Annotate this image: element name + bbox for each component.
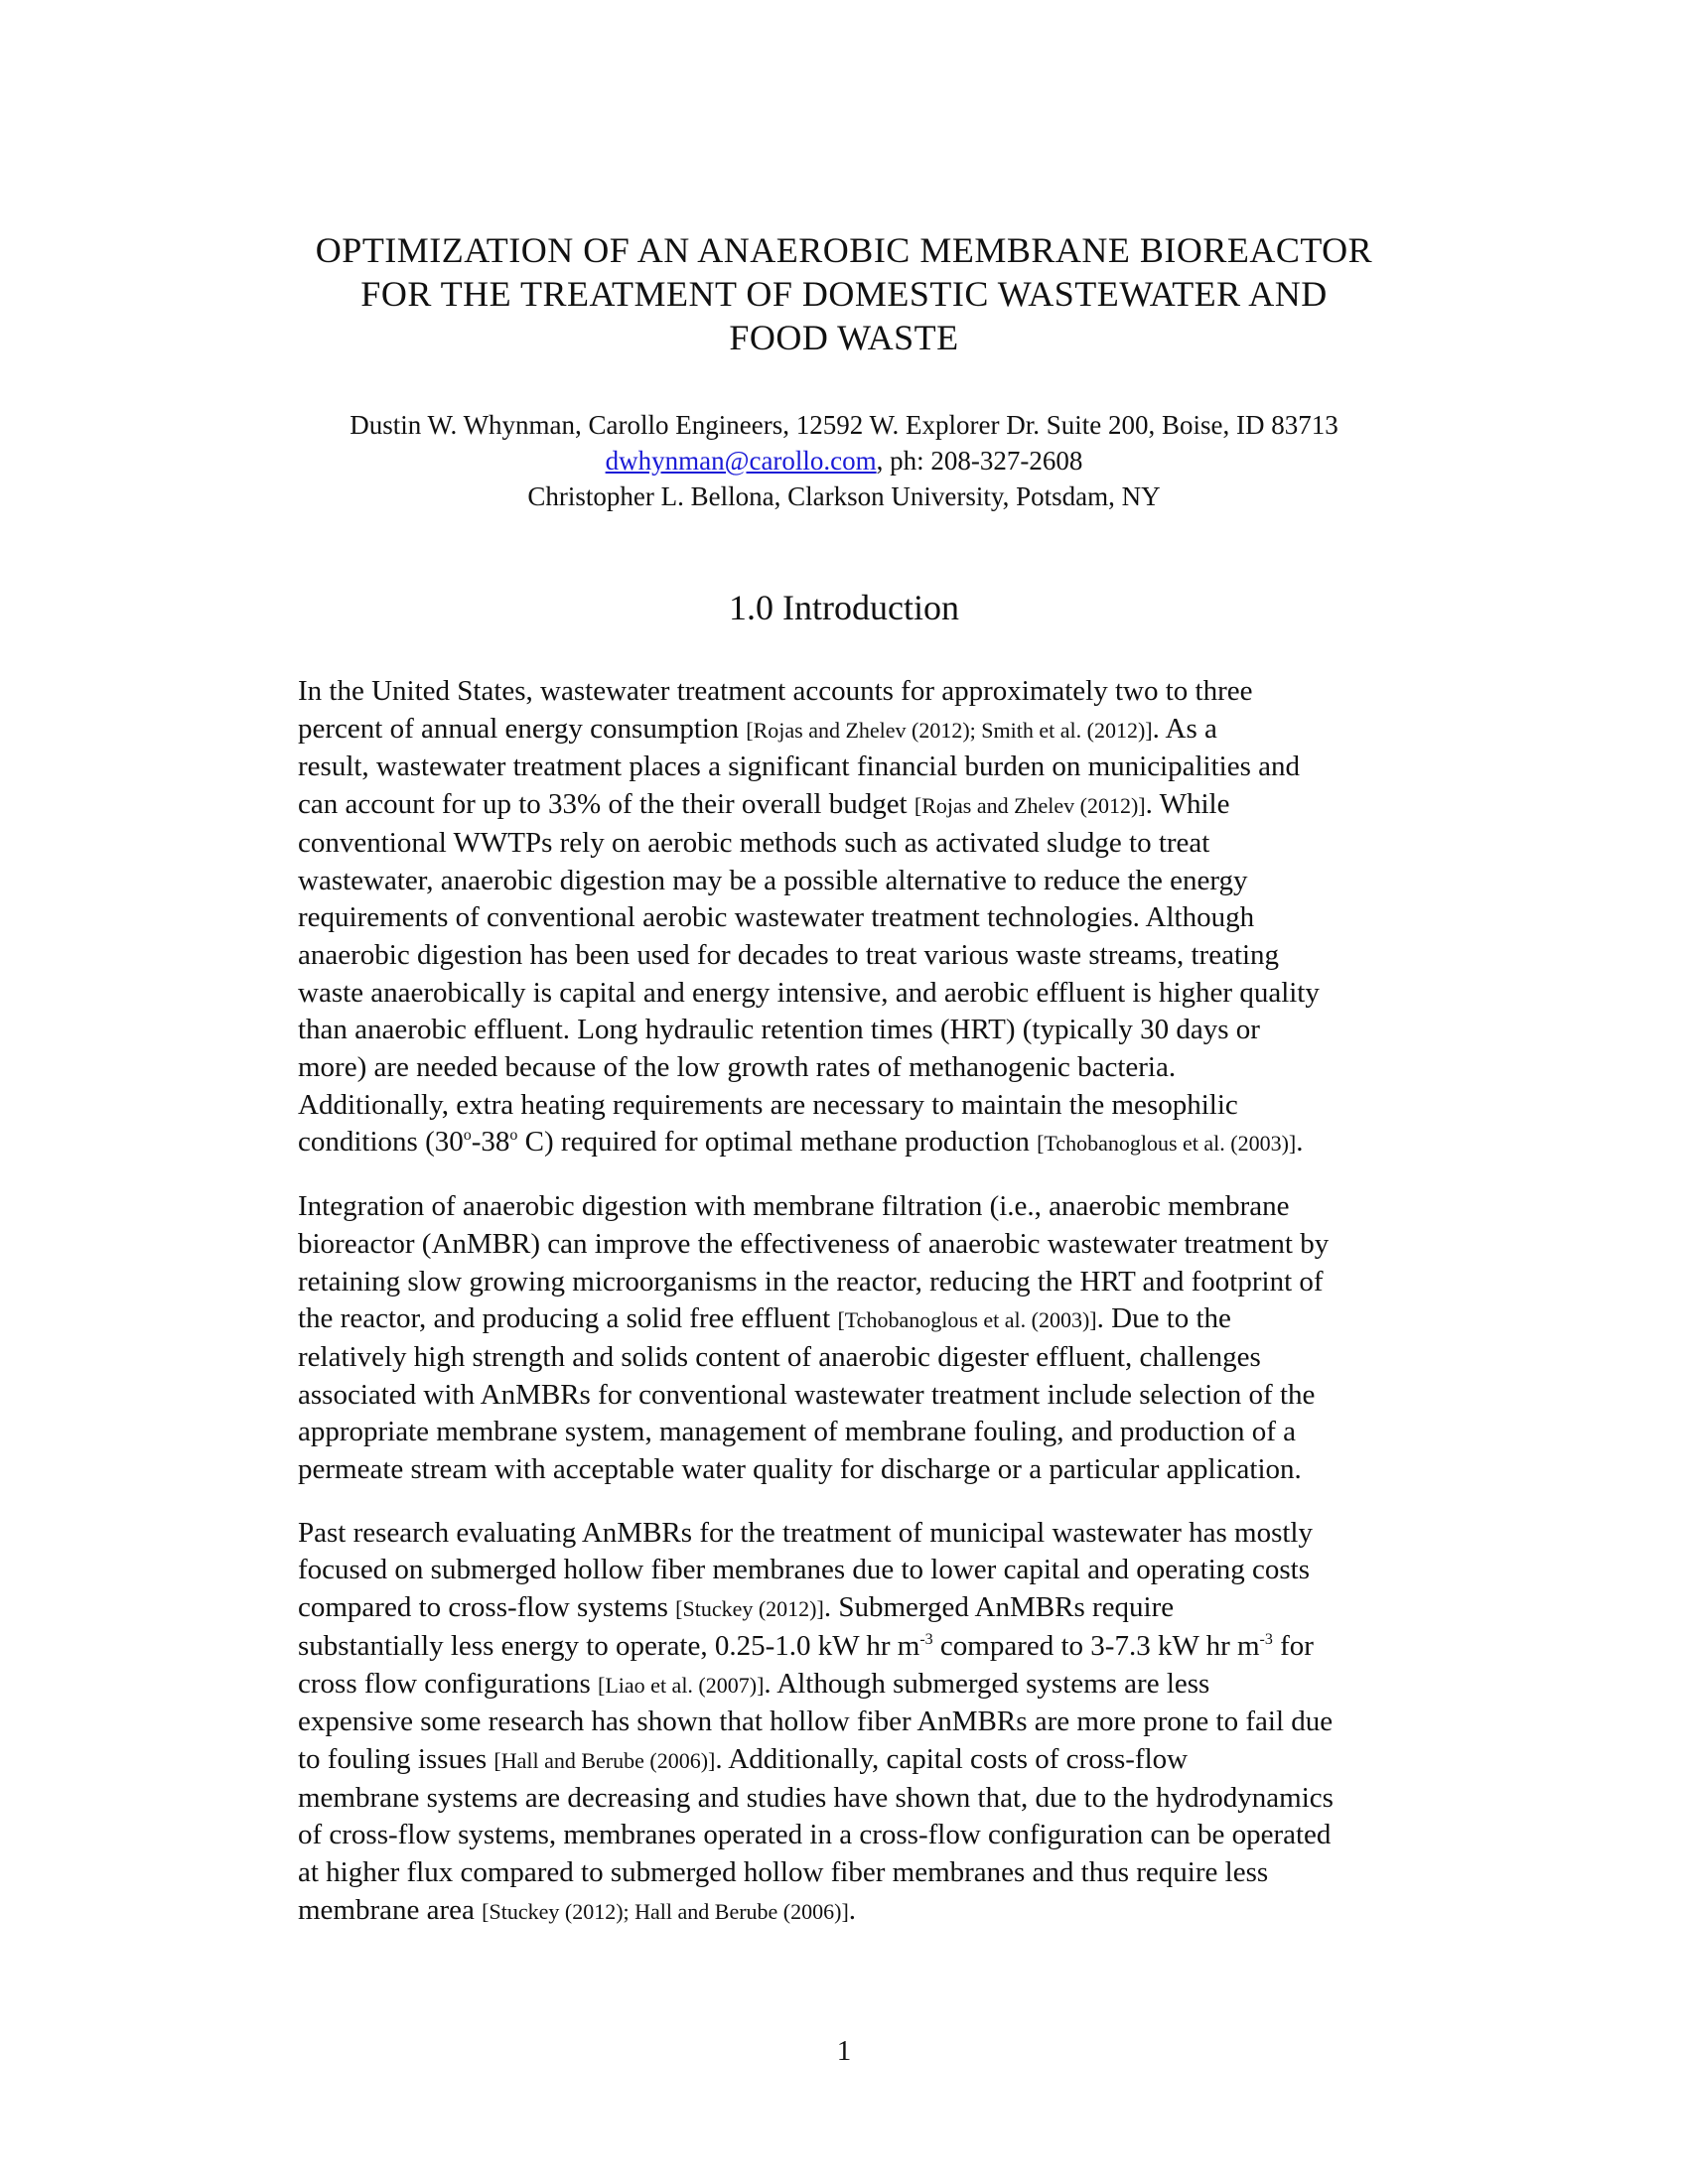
body-text — [298, 673, 1484, 1957]
title-line-3: FOOD WASTE — [729, 318, 959, 357]
superscript: -3 — [919, 1630, 933, 1648]
text-line: bioreactor (AnMBR) can improve the effectiveness of anaerobic wastewater treatment by — [298, 1227, 1330, 1260]
text-line: relatively high strength and solids content of anaerobic digester effluent, challenges — [298, 1340, 1261, 1373]
text-line: Past research evaluating AnMBRs for the treatment of municipal wastewater has mostly — [298, 1516, 1313, 1549]
citation: [Rojas and Zhelev (2012); Smith et al. (2012)] — [746, 717, 1153, 743]
text-line: can account for up to 33% of the their overall budget [Rojas and Zhelev (2012)]. While — [298, 788, 1230, 821]
superscript: -3 — [1259, 1630, 1273, 1648]
text-line: retaining slow growing microorganisms in the reactor, reducing the HRT and footprint of — [298, 1265, 1324, 1297]
text-line: than anaerobic effluent. Long hydraulic retention times (HRT) (typically 30 days or — [298, 1014, 1260, 1046]
text-line: Integration of anaerobic digestion with membrane filtration (i.e., anaerobic membrane — [298, 1190, 1290, 1223]
email-link[interactable]: dwhynman@carollo.com — [605, 446, 877, 476]
text-line: waste anaerobically is capital and energy intensive, and aerobic effluent is higher quality — [298, 976, 1320, 1009]
citation: [Hall and Berube (2006)] — [493, 1747, 716, 1773]
text-line: membrane systems are decreasing and studies have shown that, due to the hydrodynamics — [298, 1781, 1334, 1814]
text-line: conventional WWTPs rely on aerobic methods such as activated sludge to treat — [298, 826, 1210, 859]
author-block — [248, 407, 1440, 514]
text-line: permeate stream with acceptable water quality for discharge or a particular application. — [298, 1453, 1302, 1486]
text-line: In the United States, wastewater treatment accounts for approximately two to three — [298, 675, 1253, 707]
paragraph — [298, 1515, 1484, 1931]
citation: [Tchobanoglous et al. (2003)] — [1037, 1131, 1297, 1157]
text-line: focused on submerged hollow fiber membranes due to lower capital and operating costs — [298, 1554, 1311, 1586]
text-line: associated with AnMBRs for conventional wastewater treatment include selection of the — [298, 1378, 1316, 1411]
text-line: substantially less energy to operate, 0.25-1.0 kW hr $m^{-3}$ compared to 3-7.3 kW hr $m^{-3}$ for — [298, 1629, 1314, 1662]
text-line: to fouling issues [Hall and Berube (2006)]. Additionally, capital costs of cross-flow — [298, 1742, 1189, 1775]
text-line: of cross-flow systems, membranes operated in a cross-flow configuration can be operated — [298, 1819, 1332, 1851]
citation: [Liao et al. (2007)] — [598, 1672, 765, 1698]
author-2-affiliation: Christopher L. Bellona, Clarkson University, Potsdam, NY — [527, 481, 1161, 511]
text-line: at higher flux compared to submerged hollow fiber membranes and thus require less — [298, 1856, 1269, 1889]
citation: [Rojas and Zhelev (2012)] — [914, 793, 1146, 819]
citation: [Tchobanoglous et al. (2003)] — [837, 1307, 1097, 1333]
text-line: percent of annual energy consumption [Rojas and Zhelev (2012); Smith et al. (2012)]. As a — [298, 712, 1217, 745]
section-heading: 1.0 Introduction — [729, 588, 959, 627]
title-line-1: OPTIMIZATION OF AN ANAEROBIC MEMBRANE BIOREACTOR — [315, 230, 1373, 270]
text-line: anaerobic digestion has been used for decades to treat various waste streams, treating — [298, 938, 1280, 971]
paragraph — [298, 1188, 1484, 1489]
paragraph — [298, 673, 1484, 1162]
text-line: membrane area [Stuckey (2012); Hall and Berube (2006)]. — [298, 1893, 857, 1926]
text-line: wastewater, anaerobic digestion may be a possible alternative to reduce the energy — [298, 864, 1248, 896]
text-line: expensive some research has shown that hollow fiber AnMBRs are more prone to fail due — [298, 1706, 1334, 1738]
text-line: conditions (30$^o$-38$^o$ C) required for optimal methane production [Tchobanoglous et al. (2003)]. — [298, 1126, 1304, 1159]
page-number: 1 — [836, 2035, 852, 2067]
text-line: cross flow configurations [Liao et al. (2007)]. Although submerged systems are less — [298, 1667, 1210, 1700]
superscript: o — [509, 1127, 518, 1145]
text-line: Additionally, extra heating requirements are necessary to maintain the mesophilic — [298, 1088, 1238, 1121]
phone-number: , ph: 208-327-2608 — [876, 446, 1083, 476]
citation: [Stuckey (2012)] — [675, 1596, 824, 1622]
text-line: compared to cross-flow systems [Stuckey (2012)]. Submerged AnMBRs require — [298, 1591, 1175, 1624]
paper-title — [248, 228, 1440, 359]
text-line: appropriate membrane system, management of membrane fouling, and production of a — [298, 1416, 1297, 1448]
author-1-affiliation: Dustin W. Whynman, Carollo Engineers, 12592 W. Explorer Dr. Suite 200, Boise, ID 83713 — [350, 410, 1338, 440]
text-line: the reactor, and producing a solid free effluent [Tchobanoglous et al. (2003)]. Due to the — [298, 1302, 1231, 1335]
text-line: result, wastewater treatment places a significant financial burden on municipalities and — [298, 751, 1300, 783]
citation: [Stuckey (2012); Hall and Berube (2006)] — [482, 1898, 849, 1924]
text-line: requirements of conventional aerobic wastewater treatment technologies. Although — [298, 901, 1255, 934]
title-line-2: FOR THE TREATMENT OF DOMESTIC WASTEWATER AND — [360, 274, 1328, 314]
contact-line — [248, 443, 1440, 478]
superscript: o — [463, 1127, 472, 1145]
text-line: more) are needed because of the low growth rates of methanogenic bacteria. — [298, 1051, 1177, 1084]
